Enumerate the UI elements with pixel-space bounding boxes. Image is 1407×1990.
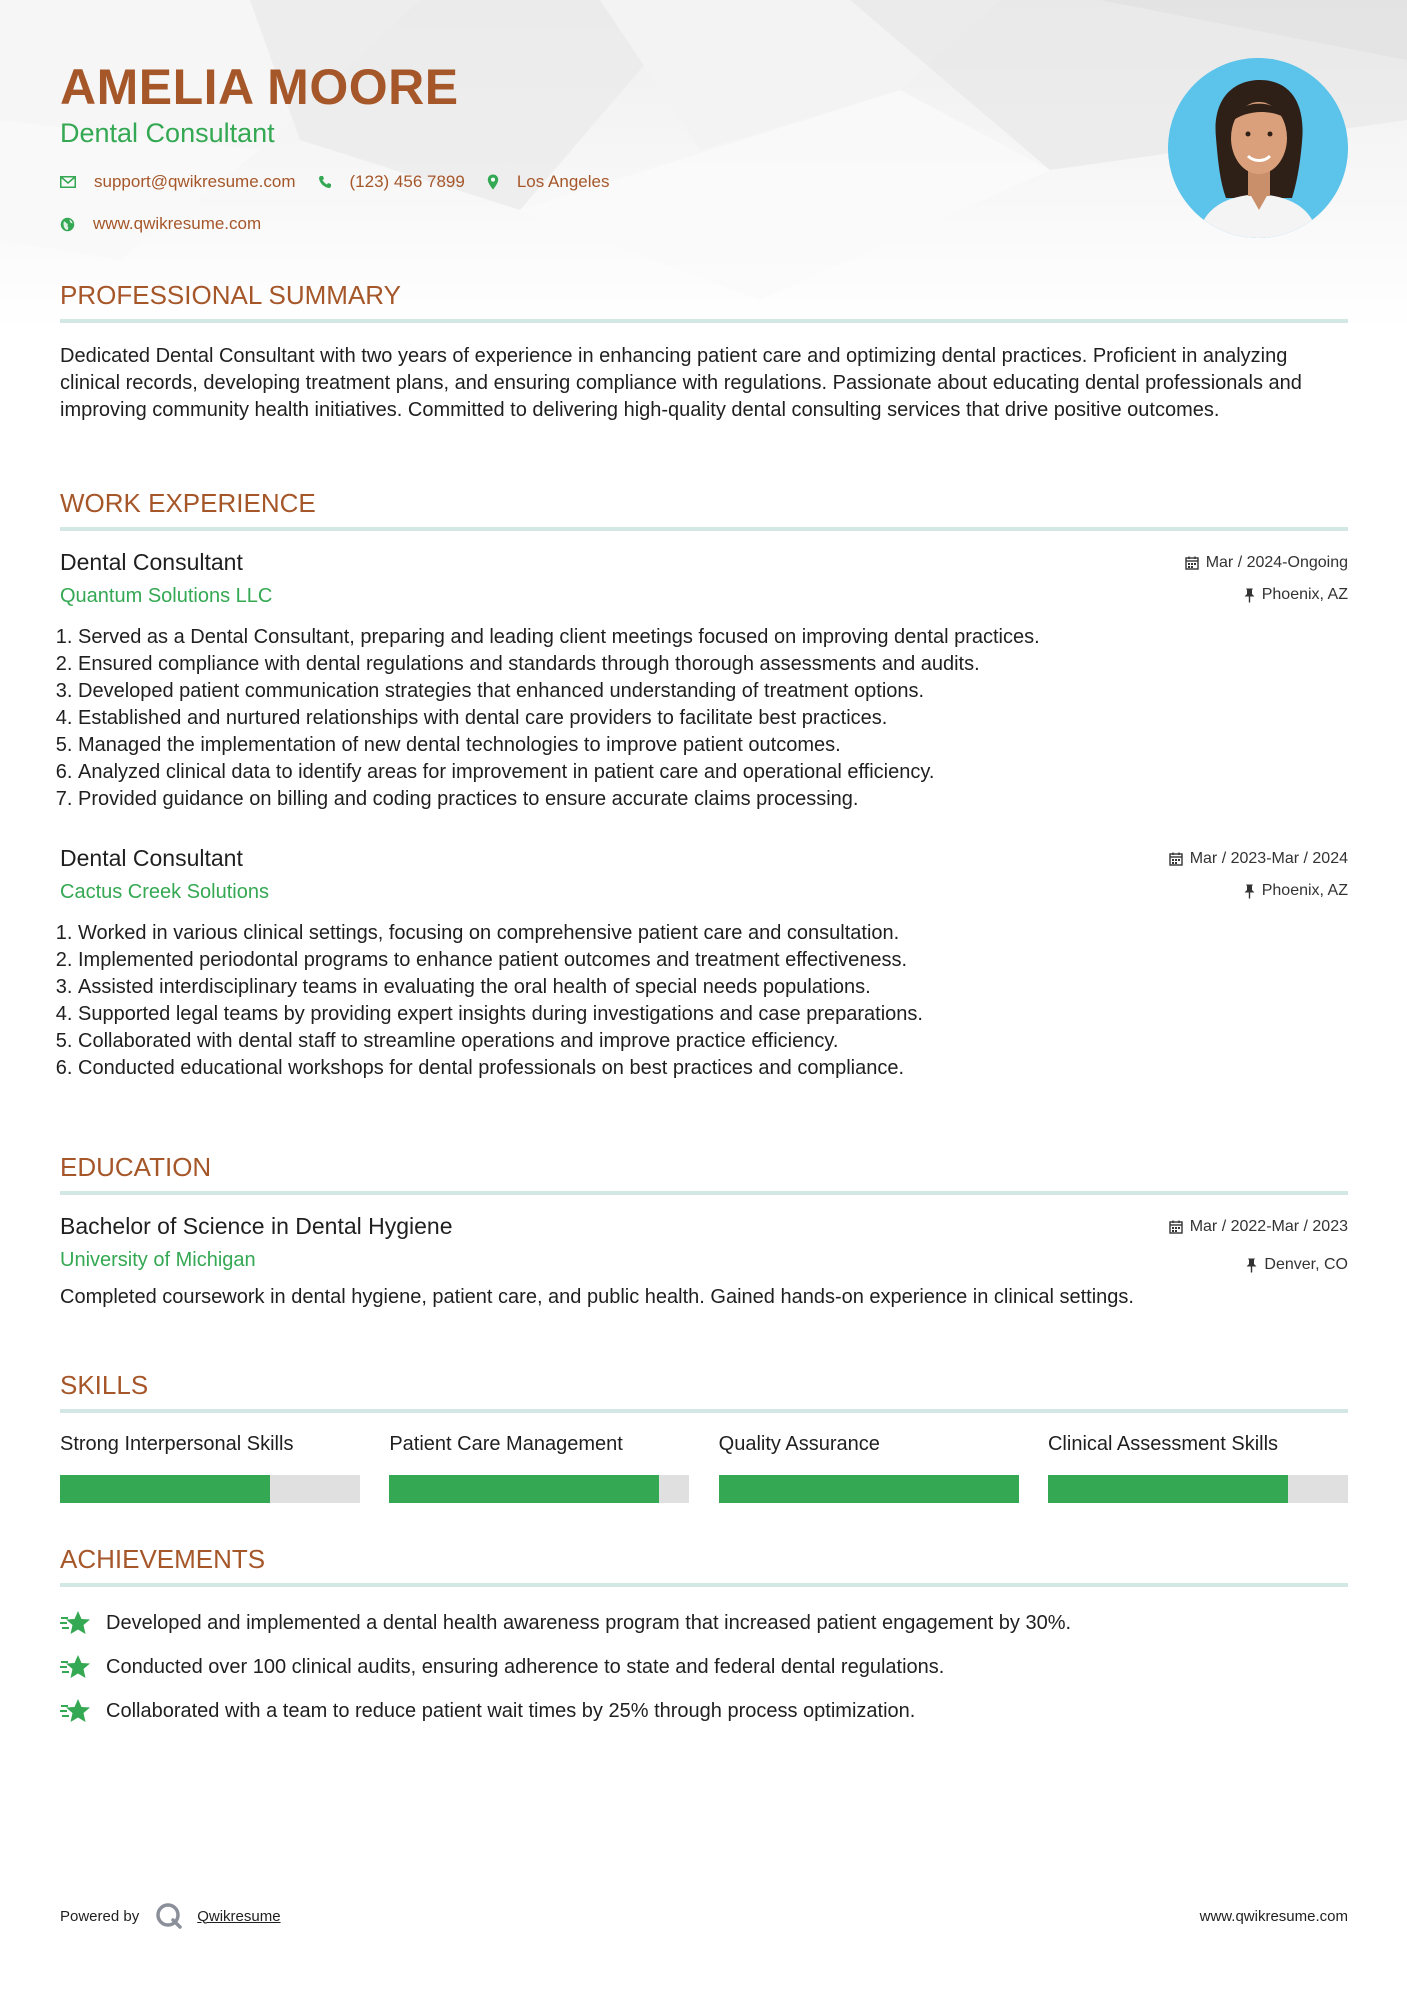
star-award-icon (60, 1610, 92, 1636)
achievement-item (60, 1689, 1348, 1733)
job-company: Cactus Creek Solutions (60, 881, 269, 903)
education-dates: Mar / 2022-Mar / 2023 (1189, 1218, 1348, 1235)
contact-row-primary (60, 172, 631, 192)
achievements-section (60, 1544, 1348, 1733)
summary-section (60, 280, 1348, 424)
degree-title: Bachelor of Science in Dental Hygiene (60, 1213, 453, 1239)
achievement-item (60, 1601, 1348, 1645)
summary-heading: PROFESSIONAL SUMMARY (60, 280, 1348, 323)
skill-level-bar (60, 1475, 360, 1503)
contact-email[interactable] (60, 172, 296, 192)
footer-website[interactable]: www.qwikresume.com (1199, 1907, 1348, 1925)
duty-item: 5. Collaborated with dental staff to streamline operations and improve practice efficiency. (78, 1028, 1348, 1055)
skill-item (60, 1433, 360, 1503)
contact-website[interactable] (60, 214, 261, 234)
duty-item: 2. Ensured compliance with dental regulations and standards through thorough assessments and audits. (78, 651, 1348, 678)
education-location: Denver, CO (1264, 1256, 1348, 1273)
job-dates: Mar / 2024-Ongoing (1205, 554, 1348, 571)
calendar-icon (1169, 852, 1183, 866)
duty-item: 3. Developed patient communication strategies that enhanced understanding of treatment options. (78, 678, 1348, 705)
star-award-icon (60, 1698, 92, 1724)
job-meta (1185, 549, 1348, 605)
duty-item: 3. Assisted interdisciplinary teams in evaluating the oral health of special needs populations. (78, 974, 1348, 1001)
achievement-text: Conducted over 100 clinical audits, ensuring adherence to state and federal dental regulations. (106, 1655, 945, 1678)
powered-by-label: Powered by (60, 1907, 140, 1925)
footer-attribution (60, 1896, 281, 1936)
education-heading: EDUCATION (60, 1152, 1348, 1195)
skills-grid (60, 1433, 1348, 1503)
skill-level-fill (1048, 1475, 1288, 1503)
job-location: Phoenix, AZ (1261, 586, 1348, 603)
skill-name: Strong Interpersonal Skills (60, 1433, 294, 1455)
job-company: Quantum Solutions LLC (60, 585, 273, 607)
contact-row-secondary (60, 214, 283, 234)
duty-item: 4. Supported legal teams by providing expert insights during investigations and case preparations. (78, 1001, 1348, 1028)
duty-item: 5. Managed the implementation of new dental technologies to improve patient outcomes. (78, 732, 1348, 759)
calendar-icon (1185, 556, 1199, 570)
work-experience-heading: WORK EXPERIENCE (60, 488, 1348, 531)
website-text: www.qwikresume.com (93, 214, 262, 233)
achievement-text: Developed and implemented a dental health awareness program that increased patient engagement by 30%. (106, 1611, 1072, 1634)
education-meta (1169, 1213, 1348, 1275)
skill-level-fill (60, 1475, 270, 1503)
job-dates: Mar / 2023-Mar / 2024 (1189, 850, 1348, 867)
job-meta (1169, 845, 1348, 901)
qwikresume-logo-icon (155, 1902, 183, 1930)
pushpin-icon (1244, 588, 1255, 603)
skill-level-bar (1048, 1475, 1348, 1503)
candidate-name: AMELIA MOORE (60, 59, 459, 115)
qwikresume-link[interactable]: Qwikresume (197, 1907, 281, 1925)
location-text: Los Angeles (516, 172, 610, 191)
education-description: Completed coursework in dental hygiene, patient care, and public health. Gained hands-on experience in clinical settings. (60, 1286, 1134, 1308)
job-entry (60, 549, 1348, 813)
page-footer (60, 1896, 1348, 1936)
school-name: University of Michigan (60, 1249, 256, 1271)
resume-page (60, 0, 1348, 1722)
duty-item: 1. Worked in various clinical settings, focusing on comprehensive patient care and consultation. (78, 920, 1348, 947)
summary-text: Dedicated Dental Consultant with two years of experience in enhancing patient care and optimizing dental practices. Proficient in analyzing clinical records, developing treatment plans, and ensuring compliance with regulations. Passionate about educating dental professionals and improving community health initiatives. Committed to delivering high-quality dental consulting services that drive positive outcomes. (60, 345, 1302, 421)
achievements-list (60, 1601, 1348, 1733)
map-pin-icon (487, 174, 499, 190)
contact-location (487, 172, 610, 192)
skill-name: Quality Assurance (718, 1433, 880, 1455)
candidate-role: Dental Consultant (60, 118, 275, 148)
skill-item (389, 1433, 689, 1503)
skill-level-bar (389, 1475, 689, 1503)
skill-name: Patient Care Management (389, 1433, 623, 1455)
job-duties-list (60, 624, 1348, 813)
contact-phone[interactable] (318, 172, 465, 192)
job-entry (60, 845, 1348, 1082)
skills-heading: SKILLS (60, 1370, 1348, 1413)
skill-item (719, 1433, 1019, 1503)
duty-item: 4. Established and nurtured relationships with dental care providers to facilitate best practices. (78, 705, 1348, 732)
achievement-item (60, 1645, 1348, 1689)
job-title: Dental Consultant (60, 549, 243, 575)
skill-level-bar (719, 1475, 1019, 1503)
achievement-text: Collaborated with a team to reduce patient wait times by 25% through process optimization. (106, 1699, 916, 1722)
duty-item: 1. Served as a Dental Consultant, preparing and leading client meetings focused on improving dental practices. (78, 624, 1348, 651)
envelope-icon (60, 176, 76, 188)
education-section (60, 1152, 1348, 1310)
job-location: Phoenix, AZ (1261, 882, 1348, 899)
phone-text: (123) 456 7899 (349, 172, 465, 191)
duty-item: 6. Conducted educational workshops for dental professionals on best practices and compliance. (78, 1055, 1348, 1082)
star-award-icon (60, 1654, 92, 1680)
phone-icon (318, 175, 332, 189)
profile-photo (1168, 58, 1348, 238)
education-entry (60, 1213, 1348, 1310)
duty-item: 7. Provided guidance on billing and coding practices to ensure accurate claims processing. (78, 786, 1348, 813)
job-title: Dental Consultant (60, 845, 243, 871)
calendar-icon (1169, 1220, 1183, 1234)
resume-header (60, 0, 1348, 250)
duty-item: 6. Analyzed clinical data to identify areas for improvement in patient care and operational efficiency. (78, 759, 1348, 786)
skill-level-fill (719, 1475, 1019, 1503)
pushpin-icon (1244, 884, 1255, 899)
work-experience-section (60, 488, 1348, 1082)
email-text: support@qwikresume.com (94, 172, 296, 191)
pushpin-icon (1246, 1258, 1257, 1273)
achievements-heading: ACHIEVEMENTS (60, 1544, 1348, 1587)
duty-item: 2. Implemented periodontal programs to enhance patient outcomes and treatment effectiveness. (78, 947, 1348, 974)
skill-level-fill (389, 1475, 659, 1503)
job-duties-list (60, 920, 1348, 1082)
globe-icon (60, 217, 75, 232)
skills-section (60, 1370, 1348, 1503)
skill-name: Clinical Assessment Skills (1047, 1433, 1279, 1455)
skill-item (1048, 1433, 1348, 1503)
